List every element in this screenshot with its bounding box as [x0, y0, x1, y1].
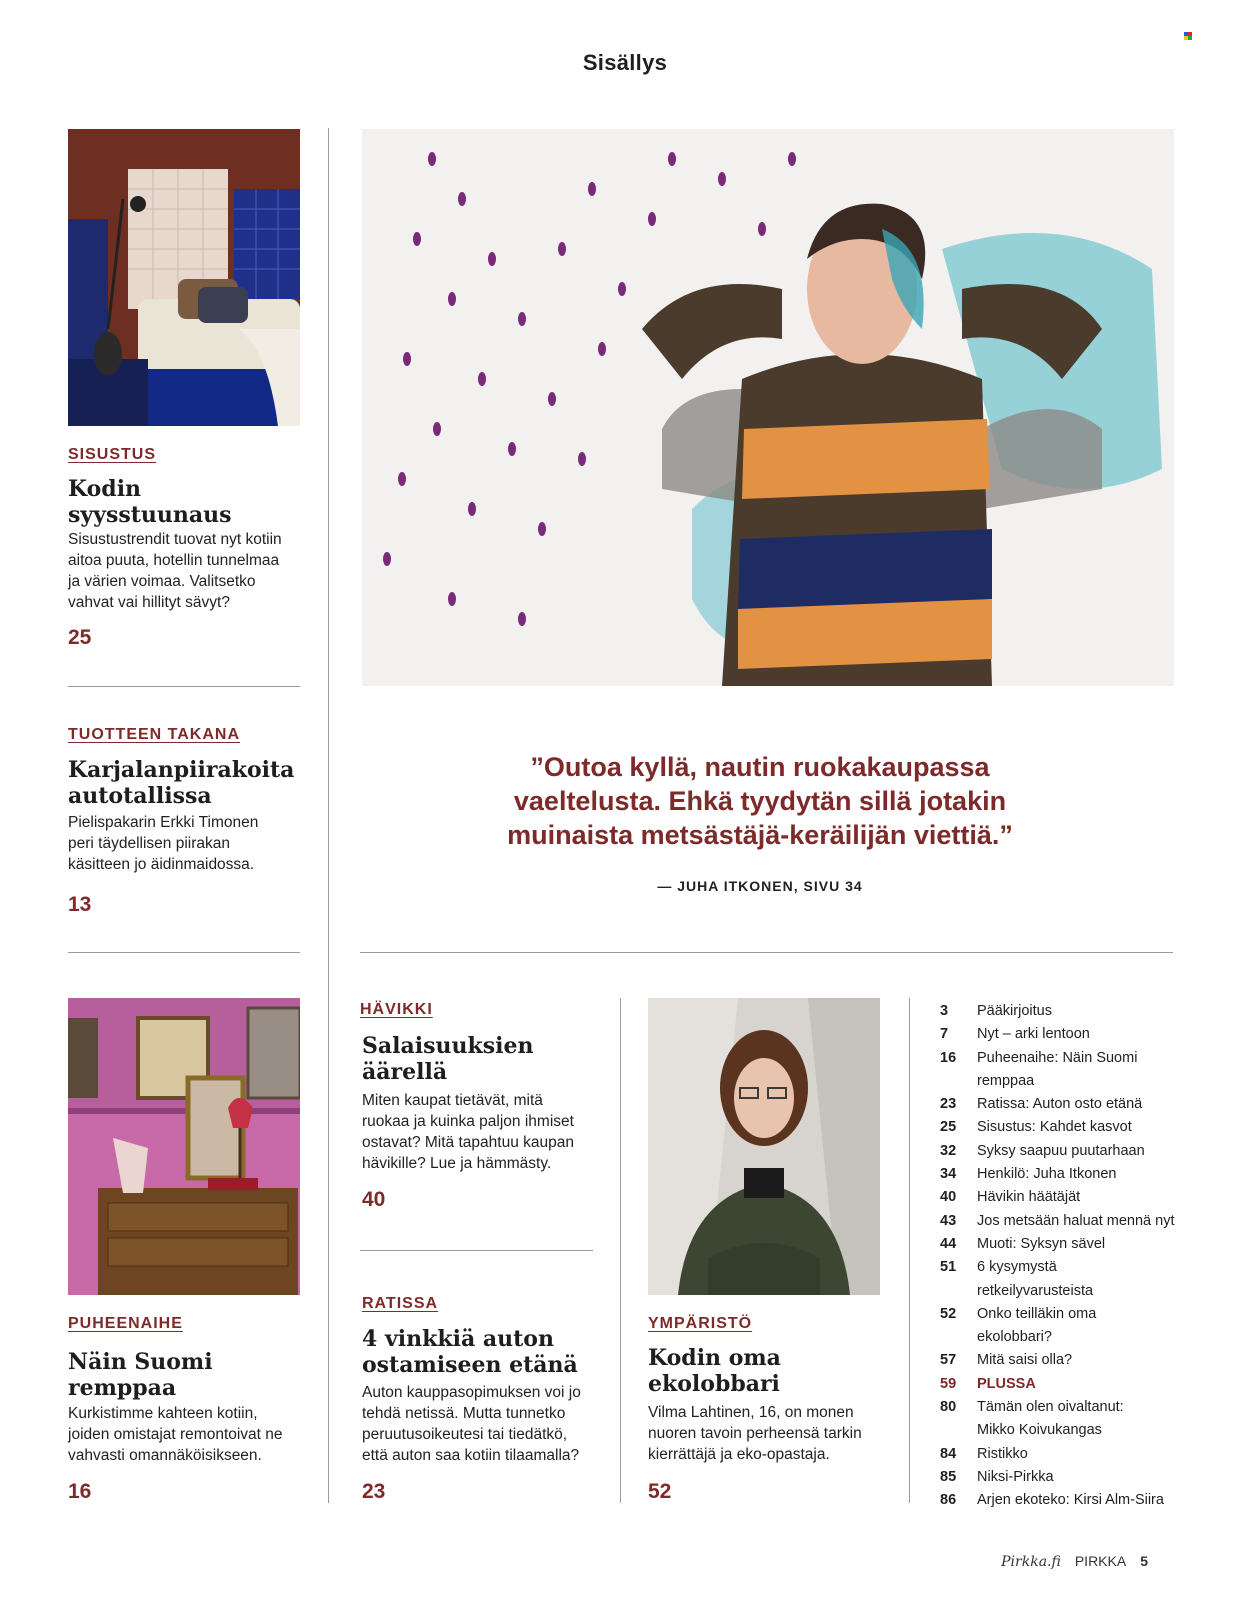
toc-entry[interactable]	[940, 1233, 1210, 1256]
toc-label: Syksy saapuu puutarhaan	[977, 1142, 1145, 1159]
toc-page-number: 80	[940, 1399, 957, 1416]
toc-label: Tämän olen oivaltanut:	[977, 1399, 1124, 1416]
page-number[interactable]: 23	[362, 1480, 386, 1503]
section-divider	[68, 952, 300, 953]
toc-label: PLUSSA	[977, 1375, 1036, 1392]
toc-entry[interactable]	[940, 1466, 1210, 1489]
toc-label: Niksi-Pirkka	[977, 1468, 1054, 1485]
article-summary: Auton kauppasopimuksen voi jo tehdä netissä. Mutta tunnetko peruutusoikeutesi tai tiedätkö, että auton saa kotiin tilaamalla?	[362, 1384, 581, 1464]
toc-page-number: 59	[940, 1375, 957, 1392]
footer-brand: PIRKKA	[1074, 1553, 1127, 1569]
toc-label: Pääkirjoitus	[977, 1003, 1052, 1019]
toc-label: Sisustus: Kahdet kasvot	[977, 1119, 1132, 1136]
toc-label: Puheenaihe: Näin Suomi	[977, 1049, 1138, 1066]
category-label: YMPÄRISTÖ	[648, 1315, 753, 1332]
toc-entry[interactable]	[940, 1303, 1210, 1326]
toc-label: Arjen ekoteko: Kirsi Alm-Siira	[977, 1492, 1164, 1509]
toc-page-number	[940, 1419, 977, 1442]
table-of-contents	[940, 1000, 1210, 1513]
toc-page-number: 32	[940, 1142, 957, 1159]
toc-page-number: 34	[940, 1166, 957, 1183]
article-headline[interactable]: Kodin syysstuunaus	[68, 476, 232, 528]
toc-entry[interactable]	[940, 1419, 1210, 1442]
pink-interior-photo	[68, 998, 300, 1295]
teen-portrait-photo	[648, 998, 880, 1295]
toc-page-number: 16	[940, 1049, 957, 1066]
toc-page-number: 57	[940, 1352, 957, 1369]
toc-entry[interactable]	[940, 1023, 1210, 1046]
article-headline[interactable]: Näin Suomi remppaa	[68, 1349, 213, 1401]
toc-page-number: 84	[940, 1445, 957, 1462]
toc-page-number: 51	[940, 1259, 957, 1276]
toc-label: Mitä saisi olla?	[977, 1352, 1073, 1369]
toc-page-number: 7	[940, 1026, 949, 1043]
toc-label: 6 kysymystä	[977, 1259, 1057, 1276]
toc-label: Henkilö: Juha Itkonen	[977, 1166, 1117, 1183]
section-divider	[360, 952, 1173, 953]
toc-page-number: 25	[940, 1119, 957, 1136]
toc-page-number: 40	[940, 1189, 957, 1206]
toc-page-number: 44	[940, 1235, 957, 1252]
toc-entry[interactable]	[940, 1443, 1210, 1466]
toc-entry[interactable]	[940, 1163, 1210, 1186]
page-number[interactable]: 52	[648, 1480, 672, 1503]
toc-page-number	[940, 1326, 977, 1349]
article-summary: Pielispakarin Erkki Timonen peri täydellisen piirakan käsitteen jo äidinmaidossa.	[68, 814, 259, 873]
toc-label: Mikko Koivukangas	[977, 1422, 1102, 1439]
page-title: Sisällys	[582, 50, 668, 75]
category-label: HÄVIKKI	[360, 1001, 433, 1018]
hero-portrait-photo	[362, 129, 1174, 686]
toc-entry[interactable]	[940, 1489, 1210, 1512]
article-summary: Vilma Lahtinen, 16, on monen nuoren tavoin perheensä tarkin kierrättäjä ja eko-opastaja.	[648, 1404, 862, 1463]
toc-page-number: 43	[940, 1212, 957, 1229]
toc-entry[interactable]	[940, 1256, 1210, 1279]
toc-entry[interactable]	[940, 1349, 1210, 1372]
toc-page-number: 86	[940, 1492, 957, 1509]
toc-page-number: 85	[940, 1468, 957, 1485]
page-number[interactable]: 40	[362, 1188, 386, 1211]
toc-page-number: 52	[940, 1305, 957, 1322]
toc-entry[interactable]	[940, 1116, 1210, 1139]
quote-attribution: — JUHA ITKONEN, SIVU 34	[657, 878, 863, 894]
color-registration-mark	[1184, 32, 1192, 40]
section-divider	[360, 1250, 593, 1251]
toc-label: Nyt – arki lentoon	[977, 1026, 1090, 1043]
toc-page-number	[940, 1070, 977, 1093]
page-number[interactable]: 13	[68, 893, 92, 916]
toc-entry[interactable]	[940, 1186, 1210, 1209]
section-divider	[68, 686, 300, 687]
toc-entry[interactable]	[940, 1396, 1210, 1419]
toc-label: ekolobbari?	[977, 1329, 1052, 1346]
toc-label: Ristikko	[977, 1445, 1028, 1462]
toc-entry[interactable]	[940, 1140, 1210, 1163]
category-label: RATISSA	[362, 1295, 439, 1312]
toc-entry[interactable]	[940, 1000, 1210, 1023]
article-headline[interactable]: Salaisuuksien äärellä	[362, 1033, 534, 1085]
article-headline[interactable]: Karjalanpiirakoita autotallissa	[68, 757, 295, 809]
article-headline[interactable]: 4 vinkkiä auton ostamiseen etänä	[362, 1326, 578, 1378]
column-divider	[328, 128, 329, 1503]
page-number[interactable]: 16	[68, 1480, 92, 1503]
article-summary: Miten kaupat tietävät, mitä ruokaa ja kuinka paljon ihmiset ostavat? Mitä tapahtuu kaupan hävikille? Lue ja hämmästy.	[362, 1092, 574, 1172]
toc-entry[interactable]	[940, 1070, 1210, 1093]
toc-entry[interactable]	[940, 1210, 1210, 1233]
toc-label: Hävikin häätäjät	[977, 1189, 1081, 1206]
toc-label: Jos metsään haluat mennä nyt	[977, 1212, 1175, 1229]
page-footer	[1001, 1553, 1148, 1570]
toc-page-number: 3	[940, 1003, 949, 1019]
toc-page-number	[940, 1280, 977, 1303]
toc-entry[interactable]	[940, 1280, 1210, 1303]
category-label: TUOTTEEN TAKANA	[68, 726, 241, 743]
toc-page-number: 23	[940, 1096, 957, 1113]
footer-site[interactable]: Pirkka.fi	[1001, 1554, 1061, 1570]
toc-entry[interactable]	[940, 1093, 1210, 1116]
toc-entry[interactable]	[940, 1326, 1210, 1349]
article-summary: Sisustustrendit tuovat nyt kotiin aitoa puuta, hotellin tunnelmaa ja värien voimaa. Valitsetko vahvat vai hillityt sävyt?	[68, 531, 282, 611]
toc-entry[interactable]	[940, 1047, 1210, 1070]
toc-label: Onko teilläkin oma	[977, 1305, 1097, 1322]
footer-page-number: 5	[1140, 1553, 1148, 1569]
article-headline[interactable]: Kodin oma ekolobbari	[648, 1345, 781, 1397]
article-summary: Kurkistimme kahteen kotiin, joiden omistajat remontoivat ne vahvasti omannäköisikseen.	[68, 1405, 283, 1464]
toc-label: retkeilyvarusteista	[977, 1282, 1094, 1299]
category-label: PUHEENAIHE	[68, 1315, 183, 1332]
page-number[interactable]: 25	[68, 626, 92, 649]
toc-entry[interactable]	[940, 1373, 1210, 1396]
column-divider	[909, 998, 910, 1503]
toc-label: Muoti: Syksyn sävel	[977, 1235, 1106, 1252]
column-divider	[620, 998, 621, 1503]
category-label: SISUSTUS	[68, 446, 157, 463]
toc-label: Ratissa: Auton osto etänä	[977, 1096, 1143, 1113]
toc-label: remppaa	[977, 1072, 1035, 1089]
pull-quote: ”Outoa kyllä, nautin ruokakaupassa vaeltelusta. Ehkä tyydytän sillä jotakin muinaista metsästäjä-keräilijän viettiä.”	[507, 752, 1013, 850]
living-room-photo	[68, 129, 300, 426]
